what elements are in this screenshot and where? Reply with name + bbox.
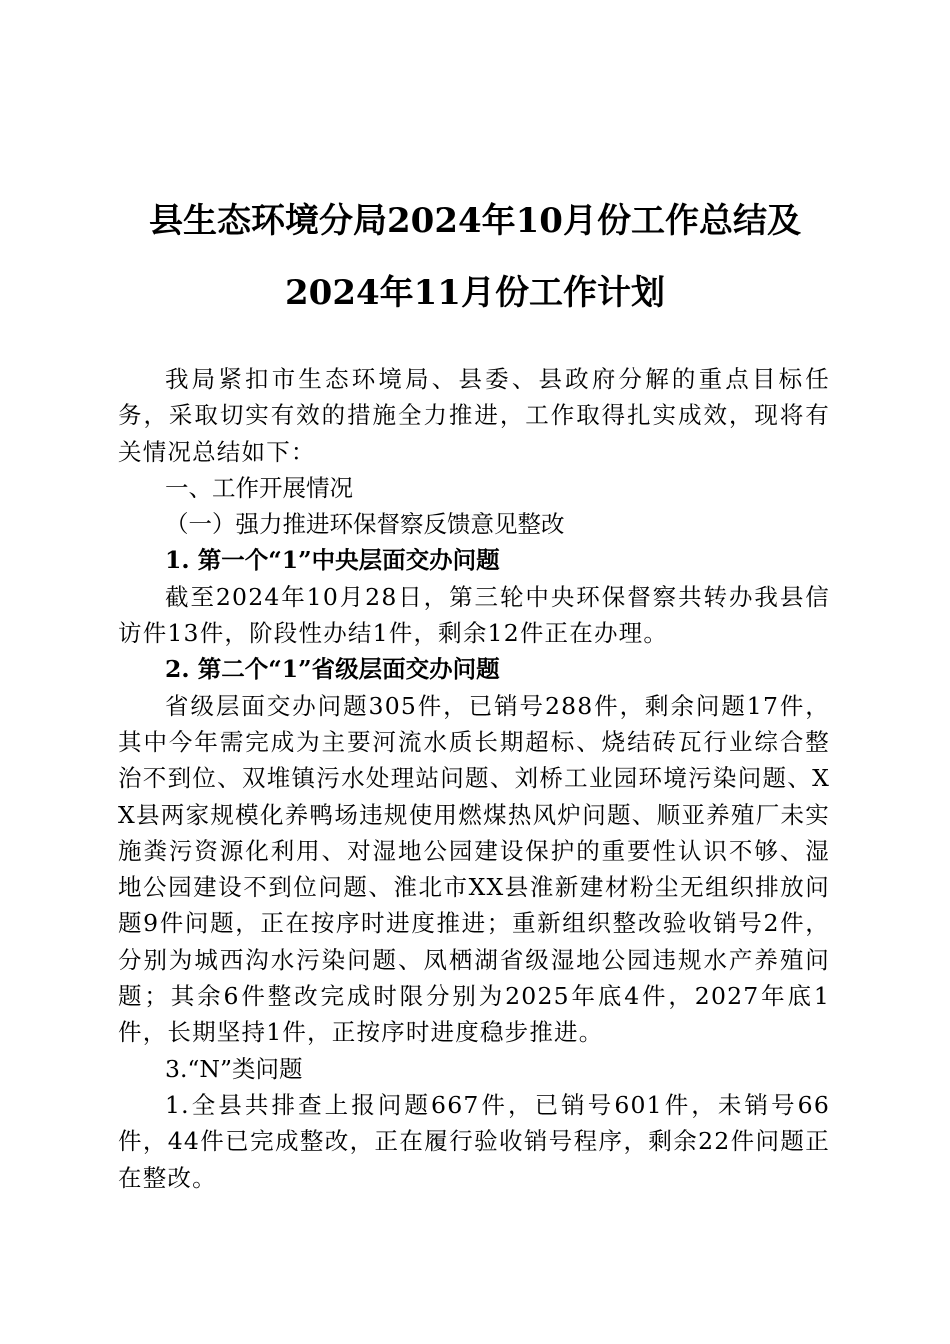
section-heading: 一、工作开展情况 — [165, 473, 353, 502]
item1-paragraph: 截至2024年10月28日，第三轮中央环保督察共转办我县信访件13件，阶段性办结1件，剩余12件正在办理。 — [118, 582, 830, 648]
item2-paragraph: 省级层面交办问题305件，已销号288件，剩余问题17件，其中今年需完成为主要河流水质长期超标、烧结砖瓦行业综合整治不到位、双堆镇污水处理站问题、刘桥工业园环境污染问题、XX县两家规模化养鸭场违规使用燃煤热风炉问题、顺亚养殖厂未实施粪污资源化利用、对湿地公园建设保护的重要性认识不够、湿地公园建设不到位问题、淮北市XX县淮新建材粉尘无组织排放问题9件问题，正在按序时进度推进；重新组织整改验收销号2件，分别为城西沟水污染问题、凤栖湖省级湿地公园违规水产养殖问题；其余6件整改完成时限分别为2025年底4件，2027年底1件，长期坚持1件，正按序时进度稳步推进。 — [118, 691, 830, 1047]
item3-heading: 3.“N”类问题 — [165, 1054, 303, 1083]
intro-paragraph: 我局紧扣市生态环境局、县委、县政府分解的重点目标任务，采取切实有效的措施全力推进，工作取得扎实成效，现将有关情况总结如下： — [118, 365, 830, 466]
item3-paragraph: 1.全县共排查上报问题667件，已销号601件，未销号66件，44件已完成整改，正在履行验收销号程序，剩余22件问题正在整改。 — [118, 1090, 830, 1192]
document-title-line1: 县生态环境分局2024年10月份工作总结及 — [149, 201, 801, 241]
item1-heading: 1. 第一个“1”中央层面交办问题 — [165, 546, 500, 575]
item2-heading: 2. 第二个“1”省级层面交办问题 — [165, 655, 500, 684]
document-body — [118, 361, 830, 1196]
document-title-line2: 2024年11月份工作计划 — [285, 273, 665, 313]
subsection-heading: （一）强力推进环保督察反馈意见整改 — [165, 510, 565, 539]
